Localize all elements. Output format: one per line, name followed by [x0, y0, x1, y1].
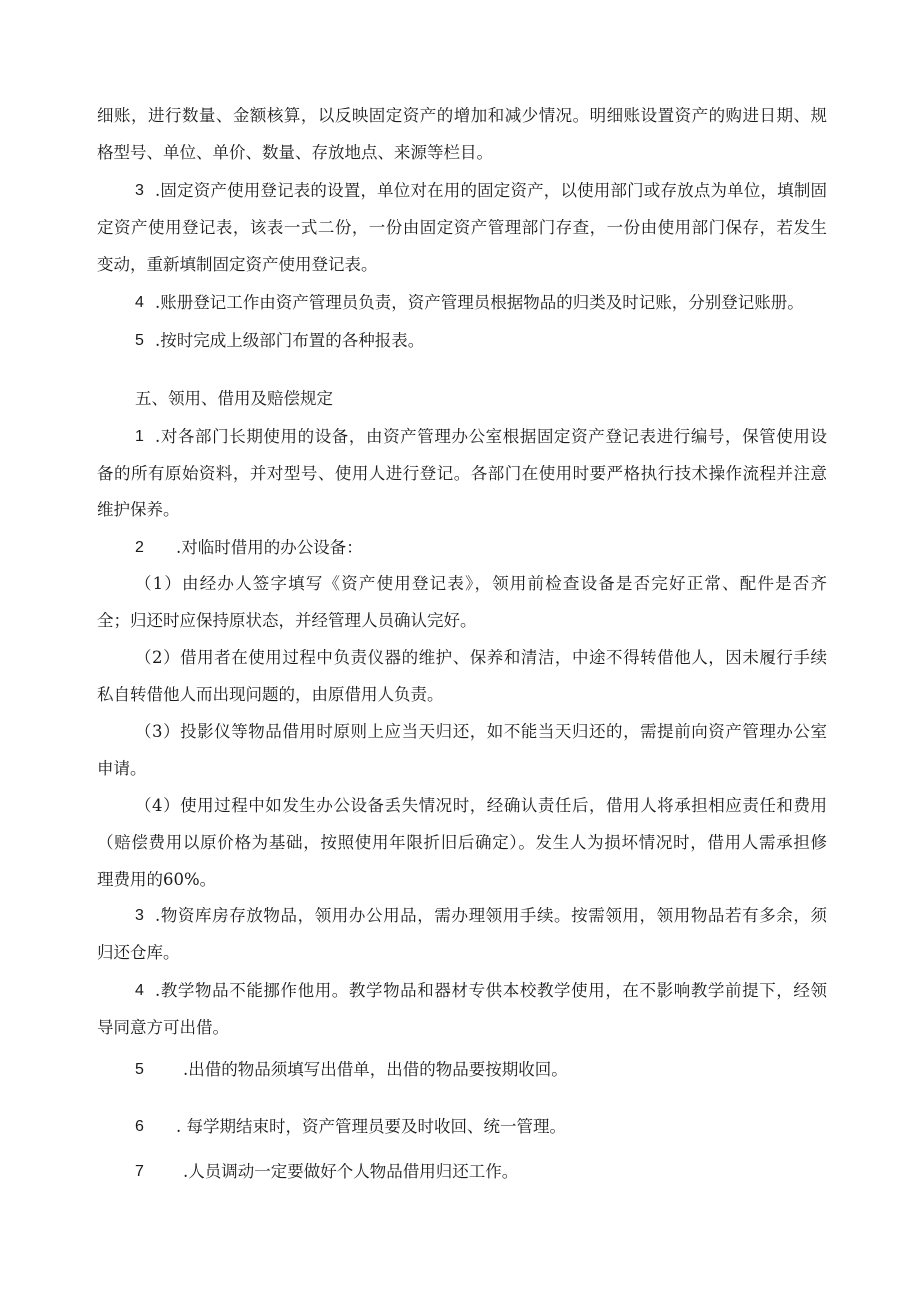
- paragraph-line: 导同意方可出借。: [97, 1018, 229, 1037]
- item-number: 1: [135, 428, 144, 445]
- paragraph-line: （4）使用过程中如发生办公设备丢失情况时，经确认责任后，借用人将承担相应责任和费用: [135, 796, 827, 815]
- paragraph-line: .对各部门长期使用的设备，由资产管理办公室根据固定资产登记表进行编号，保管使用设: [155, 427, 827, 446]
- paragraph-line: 定资产使用登记表，该表一式二份，一份由固定资产管理部门存查，一份由使用部门保存，若发生: [97, 218, 827, 237]
- item-number: 3: [135, 182, 144, 199]
- paragraph-line: 申请。: [97, 759, 147, 778]
- item-number: 7: [135, 1163, 144, 1180]
- item-number: 4: [135, 294, 144, 311]
- paragraph-line: 格型号、单位、单价、数量、存放地点、来源等栏目。: [97, 143, 493, 162]
- paragraph-line: .出借的物品须填写出借单，出借的物品要按期收回。: [183, 1060, 568, 1079]
- paragraph-line: .教学物品不能挪作他用。教学物品和器材专供本校教学使用，在不影响教学前提下，经领: [155, 981, 827, 1000]
- item-number: 3: [135, 907, 144, 924]
- paragraph-line: （2）借用者在使用过程中负责仪器的维护、保养和清洁，中途不得转借他人，因未履行手续: [135, 648, 827, 667]
- paragraph-line: 归还仓库。: [97, 943, 180, 962]
- paragraph-line: 理费用的60%。: [97, 870, 217, 889]
- paragraph-line: .人员调动一定要做好个人物品借用归还工作。: [183, 1162, 519, 1181]
- item-number: 6: [135, 1118, 144, 1135]
- paragraph-line: .物资库房存放物品，领用办公用品，需办理领用手续。按需领用，领用物品若有多余，须: [155, 906, 827, 925]
- paragraph-line: （1）由经办人签字填写《资产使用登记表》，领用前检查设备是否完好正常、配件是否齐: [135, 574, 827, 593]
- item-number: 4: [135, 982, 144, 999]
- paragraph-line: .账册登记工作由资产管理员负责，资产管理员根据物品的归类及时记账，分别登记账册。: [155, 293, 804, 312]
- paragraph-line: （赔偿费用以原价格为基础，按照使用年限折旧后确定）。发生人为损坏情况时，借用人需承担修: [97, 833, 827, 852]
- paragraph-line: （3）投影仪等物品借用时原则上应当天归还，如不能当天归还的，需提前向资产管理办公室: [135, 722, 827, 741]
- section-heading: 五、领用、借用及赔偿规定: [135, 389, 333, 408]
- paragraph-line: 维护保养。: [97, 500, 180, 519]
- item-number: 2: [135, 539, 144, 556]
- paragraph-line: 备的所有原始资料，并对型号、使用人进行登记。各部门在使用时要严格执行技术操作流程并注意: [97, 464, 827, 483]
- paragraph-line: 私自转借他人而出现问题的，由原借用人负责。: [97, 685, 444, 704]
- paragraph-line: 全；归还时应保持原状态，并经管理人员确认完好。: [97, 611, 477, 630]
- paragraph-line: 细账，进行数量、金额核算，以反映固定资产的增加和减少情况。明细账设置资产的购进日期、规: [97, 106, 827, 125]
- item-number: 5: [135, 332, 144, 349]
- paragraph-line: .对临时借用的办公设备：: [176, 538, 363, 557]
- paragraph-line: .固定资产使用登记表的设置，单位对在用的固定资产，以使用部门或存放点为单位，填制固: [155, 181, 827, 200]
- item-number: 5: [135, 1061, 144, 1078]
- paragraph-line: .按时完成上级部门布置的各种报表。: [155, 331, 425, 350]
- paragraph-line: 变动，重新填制固定资产使用登记表。: [97, 255, 378, 274]
- paragraph-line: . 每学期结束时，资产管理员要及时收回、统一管理。: [176, 1117, 566, 1136]
